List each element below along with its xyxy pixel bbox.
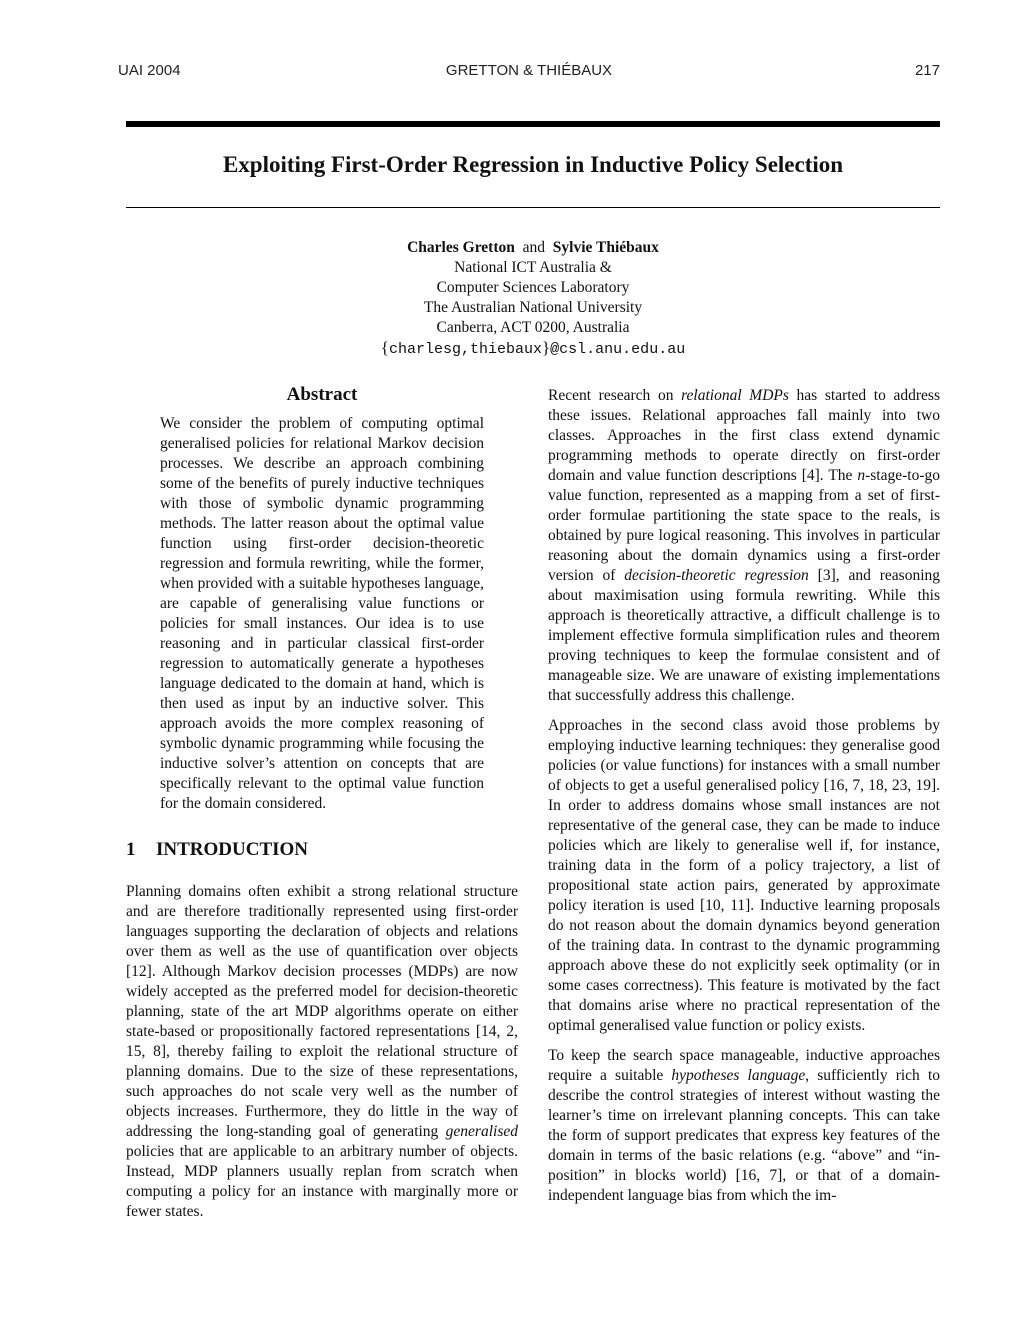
affiliation-line: Canberra, ACT 0200, Australia bbox=[436, 319, 630, 336]
paragraph: Recent research on relational MDPs has started to address these issues. Relational approaches fall mainly into two classes. Approaches in the first class extend dynamic programming methods to operate directly on first-order domain and value function descriptions [4]. The n-stage-to-go value function, represented as a mapping from a set of first-order formulae partitioning the state space to the reals, is obtained by pure logical reasoning. This involves in particular reasoning about the domain dynamics using a first-order version of decision-theoretic regression [3], and reasoning about maximisation using formula rewriting. While this approach is theoretically attractive, a difficult challenge is to implement effective formula simplification rules and theorem proving techniques to keep the formulae consistent and of manageable size. We are unaware of existing implementations that successfully address this challenge. bbox=[548, 387, 941, 704]
author-block bbox=[126, 238, 940, 360]
author-2: Sylvie Thiébaux bbox=[552, 239, 659, 256]
abstract-text: We consider the problem of computing optimal generalised policies for relational Markov decision processes. We describe an approach combining some of the benefits of purely inductive techniques with those of symbolic dynamic programming methods. The latter reason about the optimal value function using first-order decision-theoretic regression and formula rewriting, while the former, when provided with a suitable hypotheses language, are capable of generalising value functions or policies for small instances. Our idea is to use reasoning and in particular classical first-order regression to automatically generate a hypotheses language dedicated to the domain at hand, which is then used as input by an inductive solver. This approach avoids the more complex reasoning of symbolic dynamic programming while focusing the inductive solver’s attention on concepts that are specifically relevant to the optimal value function for the domain considered. bbox=[160, 415, 484, 812]
affiliation-line: National ICT Australia & bbox=[454, 259, 612, 276]
title-rule bbox=[126, 207, 940, 208]
affiliation-line: Computer Sciences Laboratory bbox=[436, 279, 630, 296]
email-domain: @csl.anu.edu.au bbox=[550, 341, 686, 358]
introduction-paragraph: Planning domains often exhibit a strong relational structure and are therefore traditionally represented using first-order languages supporting the declaration of objects and relations over them as well as the use of quantification over objects [12]. Although Markov decision processes (MDPs) are now widely accepted as the preferred model for decision-theoretic planning, state of the art MDP algorithms operate on either state-based or propositionally factored representations [14, 2, 15, 8], thereby failing to exploit the relational structure of planning domains. Due to the size of these representations, such approaches do not scale very well as the number of objects increases. Furthermore, they do little in the way of addressing the long-standing goal of generating generalised policies that are applicable to an arbitrary number of objects. Instead, MDP planners usually replan from scratch when computing a policy for an instance with marginally more or fewer states. bbox=[126, 883, 518, 1220]
email-brace-open: { bbox=[380, 338, 389, 357]
email-users: charlesg,thiebaux bbox=[388, 341, 542, 358]
emphasis: hypotheses language bbox=[671, 1067, 806, 1084]
abstract-section bbox=[126, 383, 518, 814]
running-header bbox=[118, 62, 940, 82]
author-names bbox=[126, 238, 940, 258]
paragraph: To keep the search space manageable, inductive approaches require a suitable hypotheses language, sufficiently rich to describe the control strategies of interest without wasting the learner’s time on irrelevant planning concepts. This can take the form of support predicates that express key features of the domain in terms of the basic relations (e.g. “above” and “in-position” in blocks world) [16, 7], or that of a domain-independent language bias from which the im- bbox=[548, 1047, 941, 1204]
author-conjunction: and bbox=[522, 239, 546, 256]
author-1: Charles Gretton bbox=[407, 239, 515, 256]
email-brace-close: } bbox=[542, 338, 551, 357]
left-column bbox=[126, 383, 518, 1232]
page-number: 217 bbox=[914, 62, 940, 79]
section-heading-introduction bbox=[126, 838, 518, 862]
emphasis: generalised bbox=[445, 1123, 518, 1140]
paragraph: Approaches in the second class avoid those problems by employing inductive learning techniques: they generalise good policies (or value functions) for instances with a small number of objects to get a useful generalised policy [16, 7, 18, 23, 19]. In order to address domains whose small instances are not representative of the general case, they can be made to induce policies which are likely to generalise well if, for instance, training data in the form of a policy trajectory, a list of propositional state action pairs, generated by approximate policy iteration is used [10, 11]. Inductive learning proposals do not reason about the domain dynamics beyond generation of the training data. In contrast to the dynamic programming approach above these do not explicitly seek optimality (or in some cases correctness). This feature is motivated by the fact that domains arise where no practical representation of the optimal generalised value function or policy exists. bbox=[548, 717, 940, 1034]
emphasis: relational MDPs bbox=[681, 387, 789, 404]
section-number: 1 bbox=[126, 839, 136, 860]
abstract-heading: Abstract bbox=[286, 384, 358, 405]
emphasis: decision-theoretic regression bbox=[624, 567, 809, 584]
authors-running-title: GRETTON & THIÉBAUX bbox=[445, 62, 613, 79]
section-title: INTRODUCTION bbox=[156, 839, 309, 860]
conference-label: UAI 2004 bbox=[118, 62, 181, 79]
paper-title: Exploiting First-Order Regression in Inductive Policy Selection bbox=[222, 152, 844, 177]
right-column bbox=[548, 386, 940, 1216]
math-variable: n bbox=[857, 467, 866, 484]
author-email[interactable] bbox=[126, 338, 940, 360]
affiliation-line: The Australian National University bbox=[423, 299, 643, 316]
top-rule bbox=[126, 121, 940, 127]
